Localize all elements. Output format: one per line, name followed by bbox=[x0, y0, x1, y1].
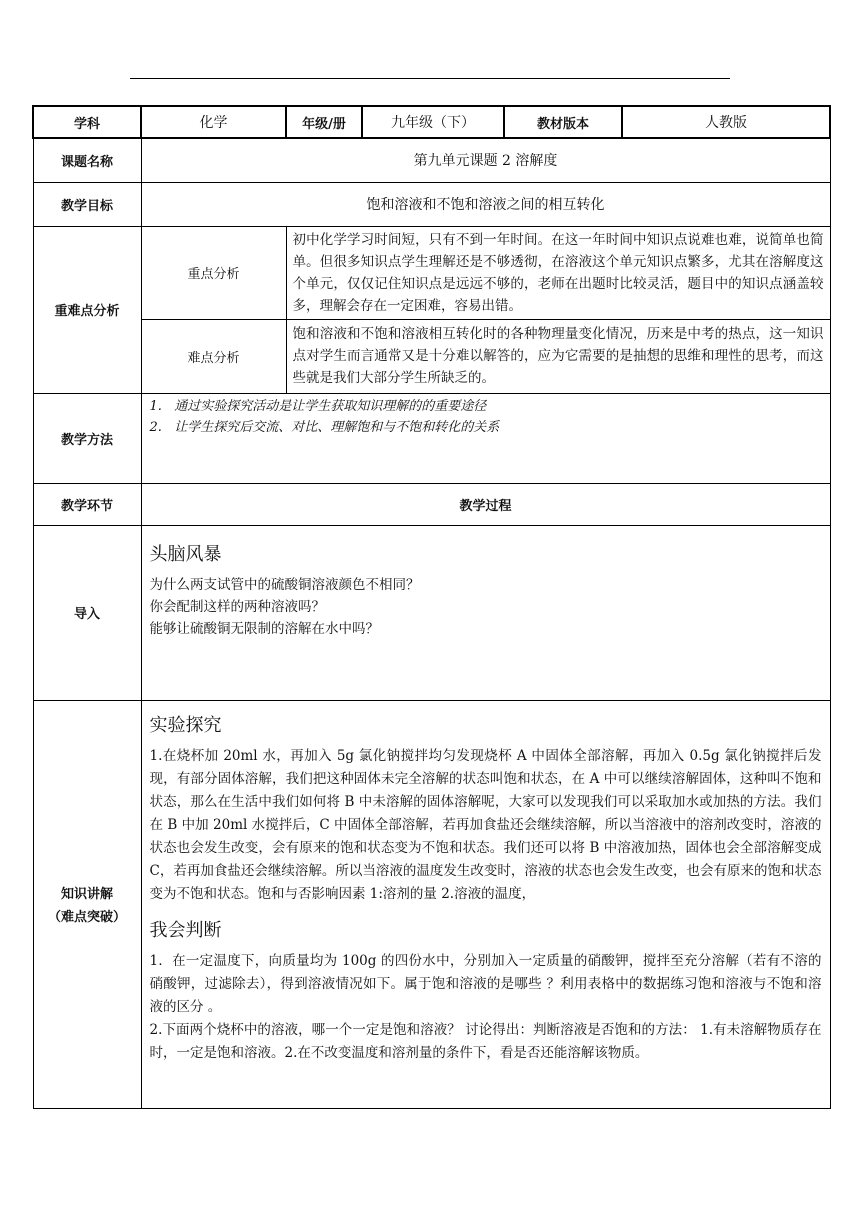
intro-label: 导入 bbox=[33, 525, 141, 700]
method-item: 1. 通过实验探究活动是让学生获取知识理解的的重要途径 bbox=[149, 398, 487, 414]
difficult-analysis-label: 难点分析 bbox=[141, 319, 286, 393]
goal-value: 饱和溶液和不饱和溶液之间的相互转化 bbox=[141, 182, 830, 226]
stage-label: 教学环节 bbox=[33, 483, 141, 525]
key-analysis-text: 初中化学学习时间短，只有不到一年时间。在这一年时间中知识点说难也难，说简单也简单。但很多知识点学生理解还是不够透彻，在溶液这个单元知识点繁多，尤其在溶解度这个单元，仅仅记住知识点是远远不够的，老师在出题时比较灵活，题目中的知识点涵盖较多，理解会存在一定困难，容易出错。 bbox=[286, 226, 830, 319]
key-analysis-label: 重点分析 bbox=[141, 226, 286, 319]
experiment-text: 1.在烧杯加 20ml 水，再加入 5g 氯化钠搅拌均匀发现烧杯 A 中固体全部溶解，再加入 0.5g 氯化钠搅拌后发现，有部分固体溶解，我们把这种固体未完全溶解的状态叫饱和状态，在 A 中可以继续溶解固体，这种叫不饱和状态，那么在生活中我们如何将 B 中未溶解的固体溶解呢，大家可以发现我们可以采取加水或加热的方法。我们在 B 中加 20ml 水搅拌后，C 中固体全部溶解，若再加食盐还会继续溶解，所以当溶液中的溶剂改变时，溶液的状态也会发生改变，会有原来的饱和状态变为不饱和状态。我们还可以将 B 中溶液加热，固体也会全部溶解变成 C，若再加食盐还会继续溶解。所以当溶液的温度发生改变时，溶液的状态也会发生改变，也会有原来的饱和状态变为不饱和状态。饱和与否影响因素 1:溶剂的量 2.溶液的温度， bbox=[149, 747, 822, 902]
methods-list bbox=[141, 393, 830, 483]
grade-value: 九年级（下） bbox=[362, 106, 504, 138]
method-item: 2. 让学生探究后交流、对比、理解饱和与不饱和转化的关系 bbox=[149, 419, 500, 435]
grade-label: 年级/册 bbox=[286, 106, 362, 138]
process-label: 教学过程 bbox=[141, 483, 830, 525]
knowledge-label bbox=[33, 700, 141, 1108]
subject-label: 学科 bbox=[33, 106, 141, 138]
intro-section bbox=[141, 525, 830, 700]
difficult-analysis-text: 饱和溶液和不饱和溶液相互转化时的各种物理量变化情况，历来是中考的热点，这一知识点对学生而言通常又是十分难以解答的，应为它需要的是抽想的思维和理性的思考，而这些就是我们大部分学生所缺乏的。 bbox=[286, 319, 830, 393]
topic-value: 第九单元课题 2 溶解度 bbox=[141, 138, 830, 182]
judge-text-2: 2.下面两个烧杯中的溶液，哪一个一定是饱和溶液？ 讨论得出：判断溶液是否饱和的方法： 1.有未溶解物质存在时，一定是饱和溶液。2.在不改变温度和溶剂量的条件下，看是否还能溶解该物质。 bbox=[149, 1021, 822, 1061]
judge-title: 我会判断 bbox=[149, 919, 222, 941]
edition-label: 教材版本 bbox=[504, 106, 622, 138]
intro-question: 为什么两支试管中的硫酸铜溶液颜色不相同？ bbox=[149, 576, 420, 593]
topic-label: 课题名称 bbox=[33, 138, 141, 182]
knowledge-label-line1: 知识讲解 bbox=[60, 887, 113, 902]
goal-label: 教学目标 bbox=[33, 182, 141, 226]
lesson-plan-table bbox=[32, 105, 831, 1109]
header-rule bbox=[130, 78, 730, 79]
intro-question: 能够让硫酸铜无限制的溶解在水中吗？ bbox=[149, 620, 379, 637]
intro-question: 你会配制这样的两种溶液吗？ bbox=[149, 598, 325, 615]
methods-label: 教学方法 bbox=[33, 393, 141, 483]
brainstorm-title: 头脑风暴 bbox=[149, 543, 222, 565]
subject-value: 化学 bbox=[141, 106, 286, 138]
analysis-label: 重难点分析 bbox=[33, 226, 141, 393]
knowledge-label-line2: （难点突破） bbox=[47, 910, 126, 925]
edition-value: 人教版 bbox=[622, 106, 830, 138]
experiment-title: 实验探究 bbox=[149, 714, 222, 736]
judge-text-1: 1．在一定温度下，向质量均为 100g 的四份水中，分别加入一定质量的硝酸钾，搅拌至充分溶解（若有不溶的硝酸钾，过滤除去），得到溶液情况如下。属于饱和溶液的是哪些 ？利用表格中的数据练习饱和溶液与不饱和溶液的区分 。 bbox=[149, 952, 822, 1015]
knowledge-section bbox=[141, 700, 830, 1108]
